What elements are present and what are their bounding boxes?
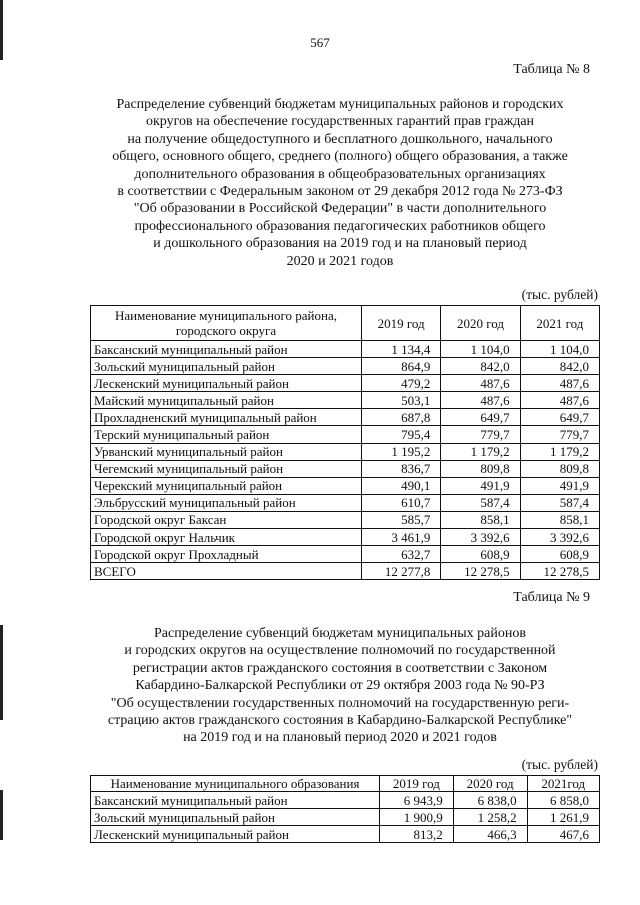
value-2021: 842,0 (520, 358, 599, 375)
value-2020: 587,4 (441, 494, 520, 511)
page-number: 567 (310, 35, 330, 50)
table9-header-2020: 2020 год (453, 776, 527, 792)
value-2020: 491,9 (441, 477, 520, 494)
table8-title: Распределение субвенций бюджетам муниципальных районов и городских округов на обеспечение государственных гарантий прав граждан на получение общедоступного и бесплатного дошкольного, начального общего, основного общего, среднего (полного) общего образования, а также дополнительного образования в общеобразовательных организациях в соответствии с Федеральным законом от 29 декабря 2012 года № 273-ФЗ "Об образовании в Российской Федерации" в части дополнительного профессионального образования педагогических работников общего и дошкольного образования на 2019 год и на плановый период 2020 и 2021 годов (112, 97, 568, 269)
row-name: Городской округ Прохладный (91, 546, 362, 563)
table-row (91, 460, 600, 477)
value-2021: 858,1 (520, 511, 599, 528)
total-2019: 12 277,8 (362, 563, 441, 580)
value-2020: 1 104,0 (441, 341, 520, 358)
table8-units: (тыс. рублей) (521, 287, 598, 302)
value-2020: 649,7 (441, 409, 520, 426)
row-name: Городской округ Нальчик (91, 529, 362, 546)
value-2019: 687,8 (362, 409, 441, 426)
table-row (91, 375, 600, 392)
value-2019: 1 900,9 (380, 809, 454, 826)
table9-header-2021: 2021год (527, 776, 599, 792)
row-name: Лескенский муниципальный район (91, 826, 380, 843)
table9-header-2019: 2019 год (380, 776, 454, 792)
value-2019: 836,7 (362, 460, 441, 477)
table-row (91, 546, 600, 563)
table-row (91, 426, 600, 443)
value-2021: 1 261,9 (527, 809, 599, 826)
value-2021: 467,6 (527, 826, 599, 843)
value-2021: 487,6 (520, 375, 599, 392)
row-name: Баксанский муниципальный район (91, 792, 380, 809)
table-row (91, 809, 600, 826)
value-2020: 858,1 (441, 511, 520, 528)
value-2019: 632,7 (362, 546, 441, 563)
value-2020: 809,8 (441, 460, 520, 477)
value-2020: 842,0 (441, 358, 520, 375)
value-2020: 466,3 (453, 826, 527, 843)
table-row (91, 511, 600, 528)
value-2019: 6 943,9 (380, 792, 454, 809)
row-name: Чегемский муниципальный район (91, 460, 362, 477)
value-2019: 490,1 (362, 477, 441, 494)
margin-mark-bottom (0, 790, 3, 840)
table-row (91, 409, 600, 426)
table-row (91, 477, 600, 494)
table-row (91, 792, 600, 809)
margin-mark-top (0, 0, 3, 60)
table8 (90, 305, 600, 580)
row-name: Зольский муниципальный район (91, 358, 362, 375)
value-2020: 608,9 (441, 546, 520, 563)
value-2019: 1 134,4 (362, 341, 441, 358)
value-2021: 1 104,0 (520, 341, 599, 358)
table-total-row (91, 563, 600, 580)
table8-header-2020: 2020 год (441, 306, 520, 341)
value-2019: 864,9 (362, 358, 441, 375)
table-row (91, 826, 600, 843)
value-2021: 6 858,0 (527, 792, 599, 809)
row-name: Прохладненский муниципальный район (91, 409, 362, 426)
table-row (91, 443, 600, 460)
total-2020: 12 278,5 (441, 563, 520, 580)
table-row (91, 494, 600, 511)
value-2021: 779,7 (520, 426, 599, 443)
table9-label: Таблица № 9 (513, 590, 590, 605)
value-2021: 491,9 (520, 477, 599, 494)
value-2019: 479,2 (362, 375, 441, 392)
value-2020: 779,7 (441, 426, 520, 443)
value-2019: 585,7 (362, 511, 441, 528)
row-name: Лескенский муниципальный район (91, 375, 362, 392)
value-2020: 1 258,2 (453, 809, 527, 826)
margin-mark-middle (0, 625, 3, 720)
value-2020: 6 838,0 (453, 792, 527, 809)
table8-header-2021: 2021 год (520, 306, 599, 341)
row-name: Майский муниципальный район (91, 392, 362, 409)
value-2020: 487,6 (441, 392, 520, 409)
table9 (90, 775, 600, 843)
value-2020: 1 179,2 (441, 443, 520, 460)
value-2021: 649,7 (520, 409, 599, 426)
value-2021: 3 392,6 (520, 529, 599, 546)
value-2021: 487,6 (520, 392, 599, 409)
value-2019: 503,1 (362, 392, 441, 409)
table9-units: (тыс. рублей) (521, 757, 598, 772)
value-2019: 1 195,2 (362, 443, 441, 460)
value-2019: 610,7 (362, 494, 441, 511)
table-row (91, 392, 600, 409)
table9-header-name: Наименование муниципального образования (91, 776, 380, 792)
row-name: Городской округ Баксан (91, 511, 362, 528)
value-2019: 795,4 (362, 426, 441, 443)
row-name: Терский муниципальный район (91, 426, 362, 443)
row-name: Черекский муниципальный район (91, 477, 362, 494)
total-2021: 12 278,5 (520, 563, 599, 580)
table-row (91, 529, 600, 546)
table8-header-row (91, 306, 600, 341)
value-2021: 809,8 (520, 460, 599, 477)
row-name: Баксанский муниципальный район (91, 341, 362, 358)
table8-header-name: Наименование муниципального района, городского округа (91, 306, 362, 341)
value-2020: 3 392,6 (441, 529, 520, 546)
value-2019: 3 461,9 (362, 529, 441, 546)
row-name: Эльбрусский муниципальный район (91, 494, 362, 511)
table9-title: Распределение субвенций бюджетам муниципальных районов и городских округов на осуществление полномочий по государственной регистрации актов гражданского состояния в соответствии с Законом Кабардино-Балкарской Республики от 29 октября 2003 года № 90-РЗ "Об осуществлении государственных полномочий на государственную реги- страцию актов гражданского состояния в Кабардино-Балкарской Республике" на 2019 год и на плановый период 2020 и 2021 годов (107, 626, 573, 746)
value-2019: 813,2 (380, 826, 454, 843)
row-name: Зольский муниципальный район (91, 809, 380, 826)
table8-header-2019: 2019 год (362, 306, 441, 341)
table-row (91, 358, 600, 375)
table9-header-row (91, 776, 600, 792)
value-2021: 587,4 (520, 494, 599, 511)
total-label: ВСЕГО (91, 563, 362, 580)
table8-label: Таблица № 8 (513, 62, 590, 77)
row-name: Урванский муниципальный район (91, 443, 362, 460)
value-2021: 608,9 (520, 546, 599, 563)
value-2020: 487,6 (441, 375, 520, 392)
value-2021: 1 179,2 (520, 443, 599, 460)
table-row (91, 341, 600, 358)
